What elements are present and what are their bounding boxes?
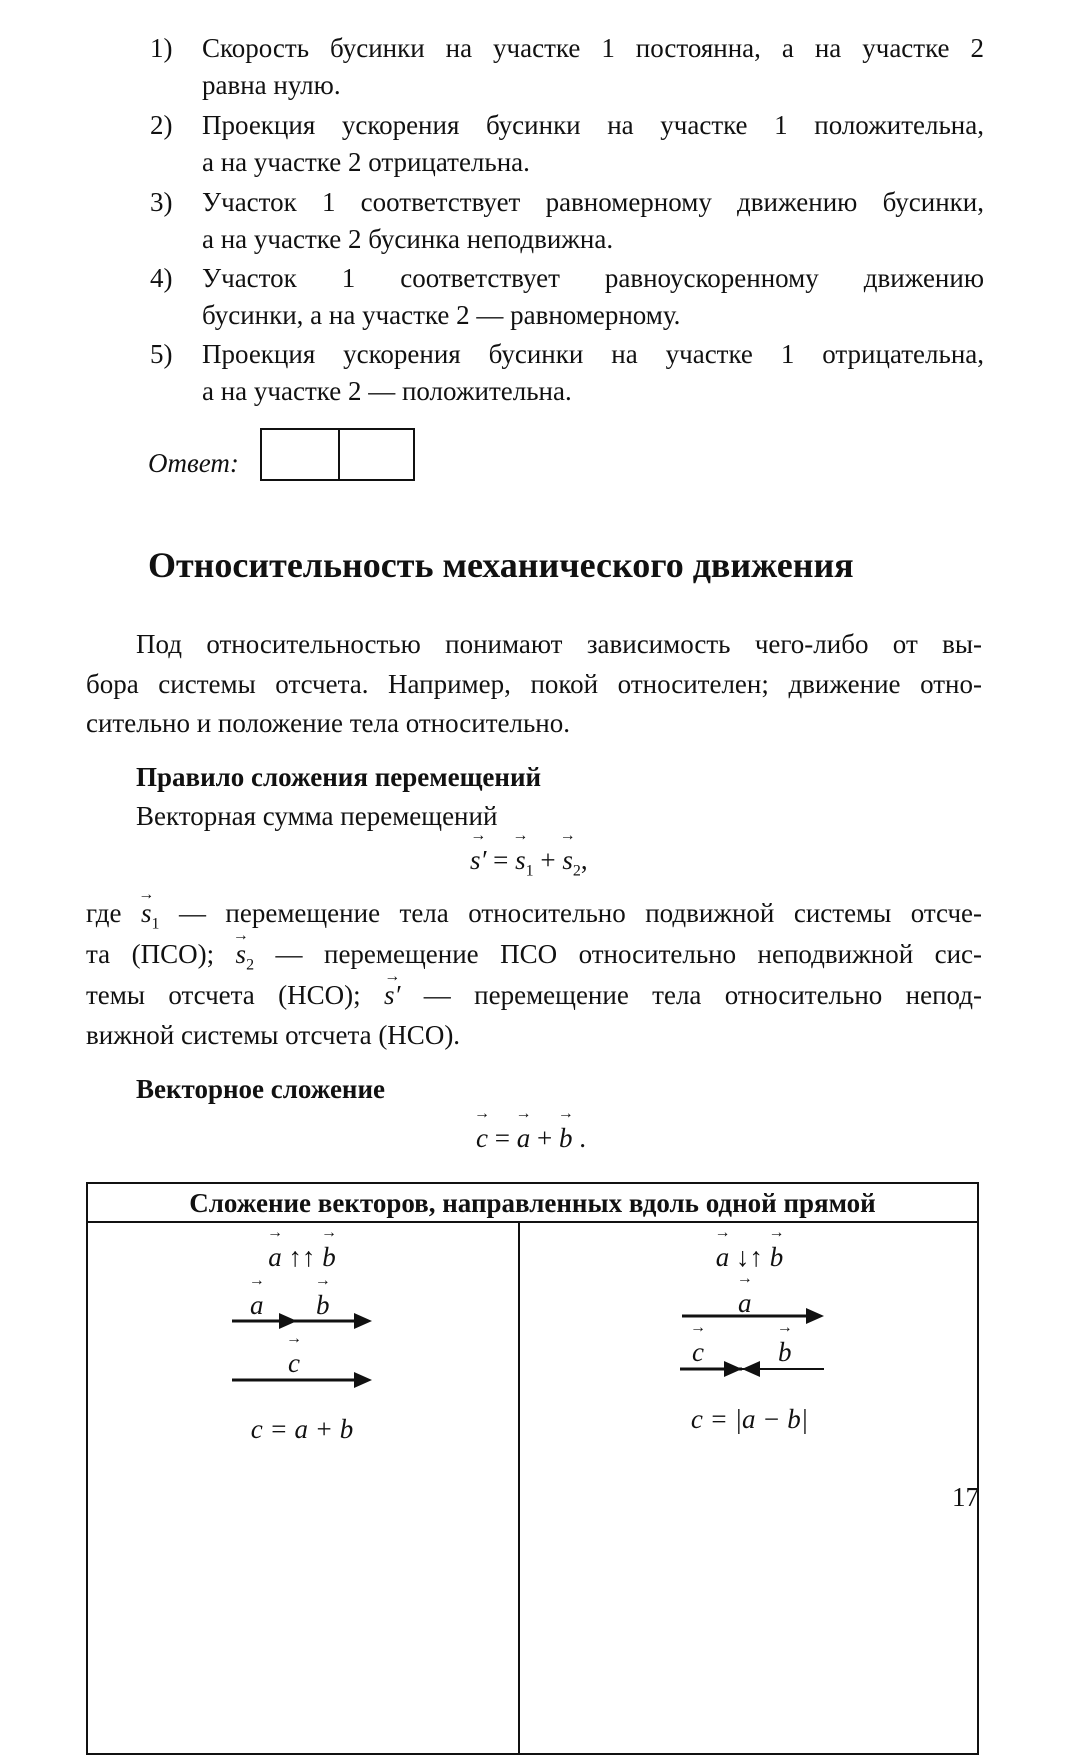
option-number: 2) — [150, 110, 173, 140]
formula-vector-sum — [476, 1123, 586, 1154]
arrows-opposite-direction — [0, 0, 1, 1]
vector-a: → a — [268, 1242, 282, 1273]
vector-b: → b — [316, 1290, 330, 1321]
page-number: 17 — [952, 1482, 979, 1512]
subscript: 2 — [246, 956, 255, 974]
relation-opposite-direction — [520, 1242, 979, 1273]
plus-sign: + — [540, 845, 556, 875]
rule-heading: Правило сложения перемещений — [136, 762, 542, 792]
explain-text: та (ПСО); — [86, 939, 215, 969]
vector-s2: → s — [236, 934, 247, 974]
vector-b: → b — [770, 1242, 784, 1273]
plus-sign: + — [536, 1123, 553, 1153]
result-opposite-direction: c = |a − b| — [690, 1404, 809, 1434]
vector-a: → a — [738, 1288, 752, 1319]
vector-b: → b — [559, 1123, 573, 1154]
option-line: Скорость бусинки на участке 1 постоянна, а на участке 2 — [202, 33, 984, 63]
vector-a: → a — [716, 1242, 730, 1273]
option-number: 4) — [150, 263, 173, 293]
table-header: Сложение векторов, направленных вдоль одной прямой — [189, 1188, 876, 1218]
vector-c: → c — [288, 1348, 300, 1379]
intro-line: бора системы отсчета. Например, покой относителен; движение отно- — [86, 669, 982, 699]
subscript: 2 — [572, 862, 581, 880]
label-a — [738, 1288, 752, 1319]
explain-text: — перемещение тела относительно подвижной системы отсче- — [178, 898, 983, 928]
subscript: 1 — [525, 862, 534, 880]
option-line: Участок 1 соответствует равномерному движению бусинки, — [202, 187, 984, 217]
answer-box-divider — [338, 430, 340, 479]
antiparallel-symbol: ↓↑ — [736, 1242, 763, 1272]
option-line: Проекция ускорения бусинки на участке 1 отрицательна, — [202, 339, 984, 369]
rule-subtitle: Векторная сумма перемещений — [136, 801, 498, 831]
option-line: бусинки, а на участке 2 — равномерному. — [202, 300, 681, 330]
explain-line-4: вижной системы отсчета (НСО). — [86, 1020, 461, 1050]
period: . — [579, 1123, 586, 1153]
label-b — [778, 1337, 792, 1368]
relation-same-direction — [86, 1242, 518, 1273]
label-c — [288, 1348, 300, 1379]
option-line: а на участке 2 отрицательна. — [202, 147, 530, 177]
explain-line-3 — [86, 975, 982, 1015]
vector-s1: → s — [141, 893, 152, 933]
equals-sign: = — [493, 845, 509, 875]
table-header-divider — [86, 1221, 979, 1223]
option-number: 5) — [150, 339, 173, 369]
vector-a: → a — [517, 1123, 531, 1154]
vector-c: → c — [692, 1337, 704, 1368]
comma: , — [580, 845, 588, 875]
label-c — [692, 1337, 704, 1368]
explain-text: — перемещение ПСО относительно неподвижной сис- — [275, 939, 983, 969]
explain-text: — перемещение тела относительно непод- — [423, 980, 982, 1010]
option-line: а на участке 2 бусинка неподвижна. — [202, 224, 614, 254]
vector-s2: → s — [562, 845, 573, 876]
vector-b: → b — [322, 1242, 336, 1273]
intro-line: сительно и положение тела относительно. — [86, 708, 570, 738]
parallel-symbol: ↑↑ — [288, 1242, 316, 1272]
answer-label: Ответ: — [148, 448, 239, 478]
vector-s-prime: → s′ — [470, 845, 486, 876]
equals-sign: = — [494, 1123, 510, 1153]
table-column-divider — [518, 1221, 520, 1755]
option-number: 3) — [150, 187, 173, 217]
option-line: Проекция ускорения бусинки на участке 1 положительна, — [202, 110, 984, 140]
subscript: 1 — [151, 915, 160, 933]
vector-s-prime: → s′ — [384, 975, 400, 1015]
section-title: Относительность механического движения — [148, 545, 854, 585]
option-line: Участок 1 соответствует равноускоренному движению — [202, 263, 984, 293]
explain-text: темы отсчета (НСО); — [86, 980, 361, 1010]
label-b — [316, 1290, 330, 1321]
vector-a: → a — [250, 1290, 264, 1321]
vector-b: → b — [778, 1337, 792, 1368]
formula-displacement — [470, 845, 588, 880]
option-line: равна нулю. — [202, 70, 341, 100]
vector-c: → c — [476, 1123, 488, 1154]
vector-s1: → s — [515, 845, 526, 876]
option-line: а на участке 2 — положительна. — [202, 376, 572, 406]
vector-heading: Векторное сложение — [136, 1074, 386, 1104]
answer-box[interactable] — [260, 428, 415, 481]
explain-text: где — [86, 898, 122, 928]
intro-line: Под относительностью понимают зависимость чего-либо от вы- — [136, 629, 982, 659]
result-same-direction: c = a + b — [250, 1414, 354, 1444]
option-number: 1) — [150, 33, 173, 63]
label-a — [250, 1290, 264, 1321]
